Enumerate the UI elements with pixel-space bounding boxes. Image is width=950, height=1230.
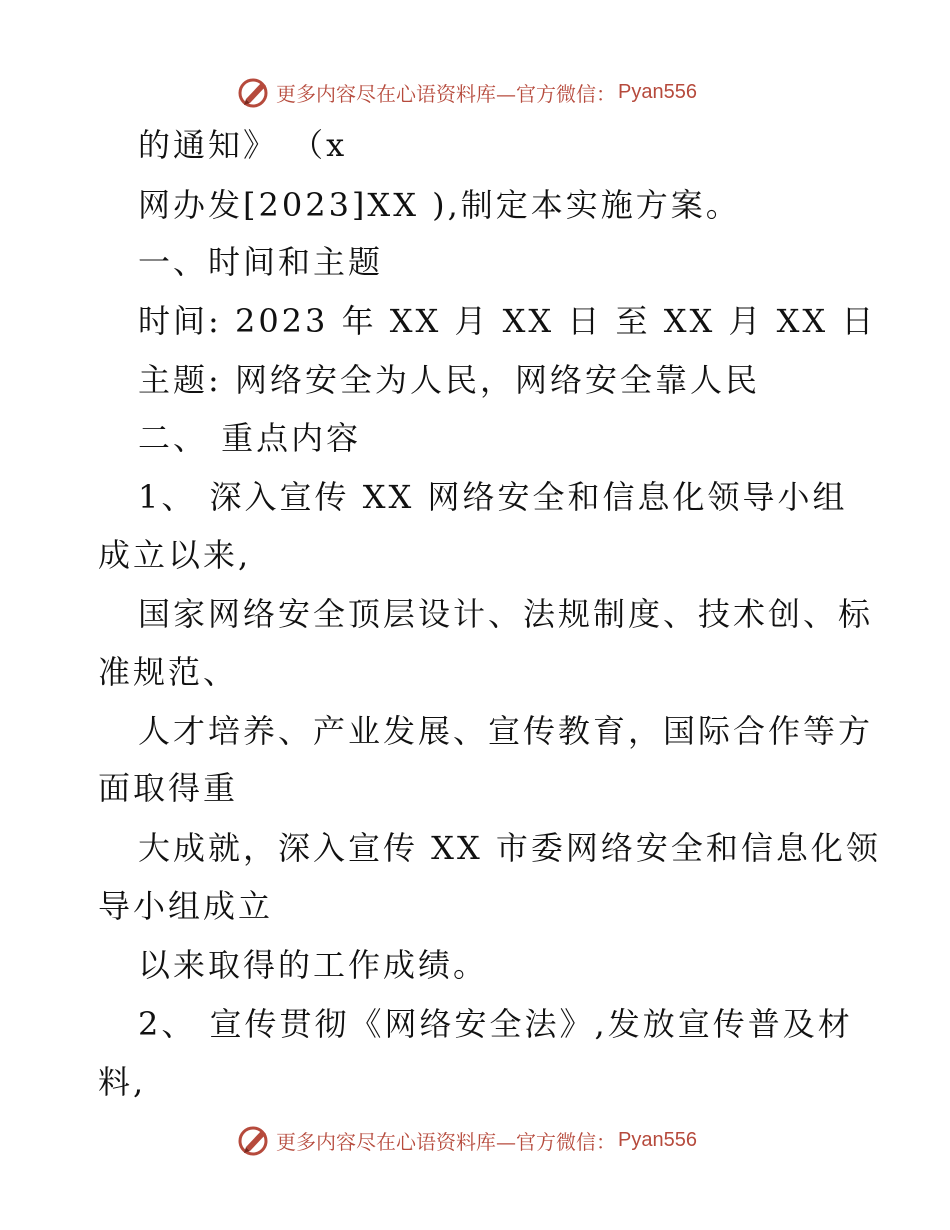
document-line: 以来取得的工作成绩。 xyxy=(138,946,489,984)
document-line: 的通知》 （x xyxy=(138,126,348,164)
watermark-id: Pyan556 xyxy=(618,80,697,103)
document-line: 1、 深入宣传 XX 网络安全和信息化领导小组 xyxy=(138,478,848,516)
watermark-text: 更多内容尽在心语资料库—官方微信： xyxy=(276,81,616,106)
document-line: 网办发[2023]XX ),制定本实施方案。 xyxy=(138,186,741,224)
document-line: 准规范、 xyxy=(98,653,239,691)
pen-logo-icon xyxy=(236,1122,272,1158)
watermark-text: 更多内容尽在心语资料库—官方微信： xyxy=(276,1129,616,1154)
section-heading: 二、 重点内容 xyxy=(138,419,362,457)
document-line: 人才培养、产业发展、宣传教育，国际合作等方 xyxy=(138,712,874,750)
watermark-banner-bottom xyxy=(236,1120,697,1160)
watermark-id: Pyan556 xyxy=(618,1128,697,1151)
document-line: 大成就，深入宣传 XX 市委网络安全和信息化领 xyxy=(138,829,881,867)
document-line: 主题: 网络安全为人民，网络安全靠人民 xyxy=(138,361,760,399)
document-line: 料, xyxy=(98,1063,147,1101)
document-line: 2、 宣传贯彻《网络安全法》,发放宣传普及材 xyxy=(138,1005,853,1043)
document-line: 面取得重 xyxy=(98,769,239,807)
document-line: 国家网络安全顶层设计、法规制度、技术创、标 xyxy=(138,595,874,633)
document-line: 成立以来, xyxy=(98,536,252,574)
watermark-banner-top xyxy=(236,72,697,112)
document-line: 导小组成立 xyxy=(98,887,274,925)
section-heading: 一、时间和主题 xyxy=(138,243,384,281)
pen-logo-icon xyxy=(236,74,272,110)
document-line: 时间: 2023 年 XX 月 XX 日 至 XX 月 XX 日 xyxy=(138,302,877,340)
